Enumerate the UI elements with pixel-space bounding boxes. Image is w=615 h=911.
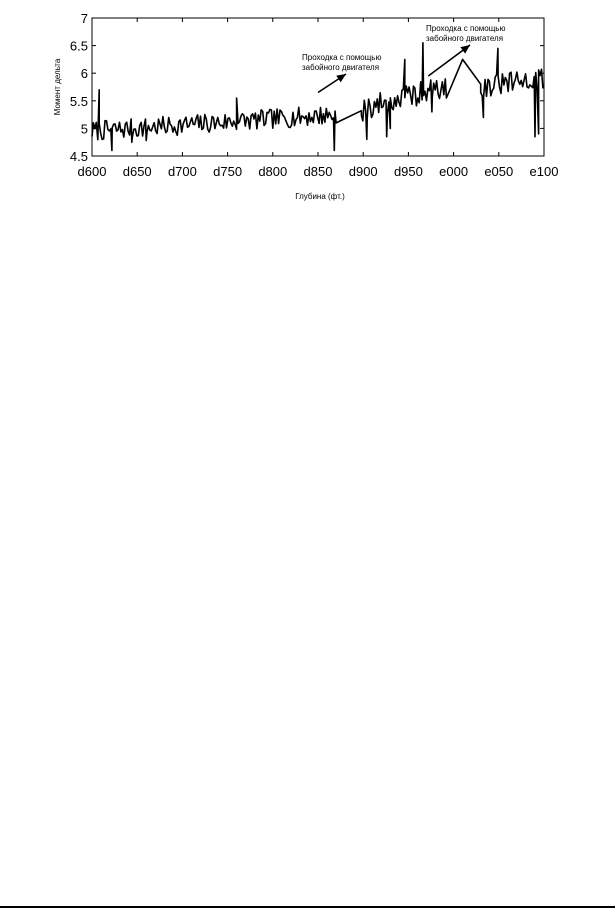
x-tick-label: d950: [393, 164, 423, 179]
x-tick-label: d800: [258, 164, 288, 179]
x-tick-label: e050: [484, 164, 514, 179]
y-axis-label: Момент дельта: [53, 58, 62, 116]
x-tick-label: e100: [529, 164, 559, 179]
y-tick-labels: [70, 11, 88, 164]
x-tick-label: d850: [303, 164, 333, 179]
annotation-arrowhead: [460, 45, 470, 54]
annotation-line2: забойного двигателя: [426, 34, 504, 43]
y-tick-label: 7: [80, 11, 88, 26]
y-tick-label: 5.5: [69, 93, 88, 109]
annotation-arrowhead: [336, 74, 346, 82]
annotation-line1: Проходка с помощью: [302, 53, 382, 62]
x-tick-label: d700: [167, 164, 197, 179]
y-tick-label: 4.5: [69, 149, 88, 164]
x-tick-label: d650: [122, 164, 152, 179]
y-tick-label: 5: [80, 121, 88, 137]
x-tick-label: d600: [77, 164, 107, 179]
x-tick-label: e000: [439, 164, 469, 179]
x-tick-labels: [78, 164, 559, 179]
annotation: [302, 53, 381, 93]
delta-torque-chart: [0, 0, 615, 240]
page-bottom-rule: [0, 906, 615, 908]
annotation: [426, 24, 505, 76]
y-tick-label: 6: [80, 66, 88, 82]
annotation-line1: Проходка с помощью: [426, 24, 506, 33]
annotation-line2: забойного двигателя: [302, 63, 380, 72]
y-tick-label: 6.5: [69, 38, 88, 54]
x-axis-label: Глубина (фт.): [295, 192, 345, 201]
x-tick-label: d900: [348, 164, 378, 179]
x-tick-label: d750: [213, 164, 243, 179]
